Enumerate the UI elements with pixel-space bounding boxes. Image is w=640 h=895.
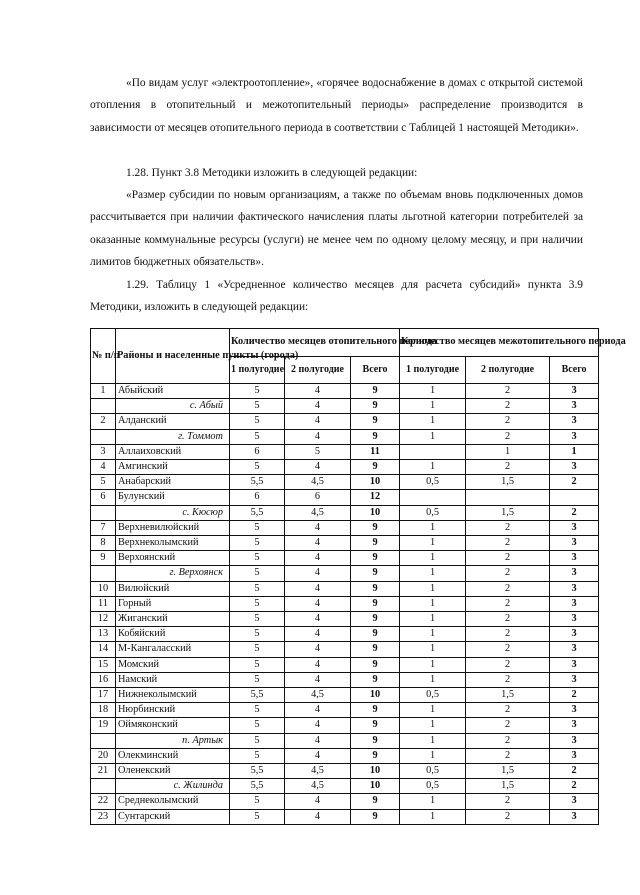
heating-total: 9 <box>351 460 400 475</box>
heating-h2: 4 <box>285 536 351 551</box>
table-row <box>91 566 599 581</box>
table-row <box>91 642 599 657</box>
row-num: 16 <box>91 672 116 687</box>
heating-h1: 5 <box>230 703 285 718</box>
district-name: Амгинский <box>116 460 230 475</box>
heating-h2: 4,5 <box>285 779 351 794</box>
paragraph-subsidy-size: «Размер субсидии по новым организациям, а также по объемам вновь подключенных домов рассчитывается при наличии фактического начисления платы льготной категории потребителей за оказанные коммунальные ресурсы (услуги) не менее чем по одному целому месяцу, и при наличии лимитов бюджетных обязательств». <box>90 189 583 269</box>
table-row <box>91 794 599 809</box>
heating-total: 9 <box>351 536 400 551</box>
heating-total: 10 <box>351 475 400 490</box>
row-num: 4 <box>91 460 116 475</box>
settlement-name: г. Верхоянск <box>116 566 230 581</box>
inter-h1: 0,5 <box>400 688 466 703</box>
heating-h1: 5 <box>230 748 285 763</box>
header-inter-h1: 1 полугодие <box>400 356 466 384</box>
heating-h1: 5 <box>230 551 285 566</box>
heating-h1: 5 <box>230 581 285 596</box>
inter-h1: 1 <box>400 581 466 596</box>
district-name: Абыйский <box>116 384 230 399</box>
row-num: 9 <box>91 551 116 566</box>
heating-h1: 5 <box>230 460 285 475</box>
district-name: Алданский <box>116 414 230 429</box>
district-name: Вилюйский <box>116 581 230 596</box>
heating-h2: 4 <box>285 612 351 627</box>
row-num: 5 <box>91 475 116 490</box>
settlement-name: с. Абый <box>116 399 230 414</box>
district-name: Верхневилюйский <box>116 520 230 535</box>
table-row <box>91 444 599 459</box>
heating-h2: 4 <box>285 551 351 566</box>
inter-h1: 1 <box>400 414 466 429</box>
heating-h1: 5 <box>230 536 285 551</box>
row-num <box>91 779 116 794</box>
heating-total: 9 <box>351 657 400 672</box>
header-num: № п/п <box>91 329 116 384</box>
heating-h1: 5 <box>230 794 285 809</box>
table-body <box>91 384 599 825</box>
table-row <box>91 460 599 475</box>
inter-h1: 1 <box>400 520 466 535</box>
inter-total: 2 <box>550 505 599 520</box>
inter-h2: 1,5 <box>466 764 550 779</box>
inter-h2: 2 <box>466 612 550 627</box>
district-name: Аллаиховский <box>116 444 230 459</box>
inter-h1: 1 <box>400 460 466 475</box>
district-name: Булунский <box>116 490 230 505</box>
inter-h2: 2 <box>466 657 550 672</box>
inter-total: 3 <box>550 566 599 581</box>
heating-h2: 4 <box>285 794 351 809</box>
heating-total: 11 <box>351 444 400 459</box>
heating-h2: 4,5 <box>285 688 351 703</box>
inter-h2: 1,5 <box>466 779 550 794</box>
settlement-name: с. Кюсюр <box>116 505 230 520</box>
table-row <box>91 688 599 703</box>
header-interheating-period: Количество месяцев межотопительного периода <box>400 329 599 357</box>
inter-total: 3 <box>550 596 599 611</box>
district-name: Олекминский <box>116 748 230 763</box>
row-num <box>91 399 116 414</box>
heating-h2: 4 <box>285 733 351 748</box>
inter-h2: 2 <box>466 642 550 657</box>
inter-total: 3 <box>550 460 599 475</box>
district-name: Момский <box>116 657 230 672</box>
heating-h1: 6 <box>230 444 285 459</box>
settlement-name: п. Артык <box>116 733 230 748</box>
heating-total: 9 <box>351 551 400 566</box>
heating-total: 9 <box>351 718 400 733</box>
table-row <box>91 672 599 687</box>
inter-total: 3 <box>550 703 599 718</box>
heating-h2: 5 <box>285 444 351 459</box>
table-row <box>91 581 599 596</box>
heating-h2: 4 <box>285 429 351 444</box>
header-heating-h2: 2 полугодие <box>285 356 351 384</box>
district-name: Оймяконский <box>116 718 230 733</box>
heating-h2: 4 <box>285 627 351 642</box>
table-row <box>91 475 599 490</box>
heating-total: 9 <box>351 429 400 444</box>
heating-h2: 4 <box>285 657 351 672</box>
heating-h2: 4 <box>285 809 351 824</box>
row-num: 12 <box>91 612 116 627</box>
table-row <box>91 779 599 794</box>
header-heating-h1: 1 полугодие <box>230 356 285 384</box>
inter-h1: 1 <box>400 612 466 627</box>
inter-h1: 1 <box>400 627 466 642</box>
row-num: 15 <box>91 657 116 672</box>
heating-total: 9 <box>351 596 400 611</box>
row-num <box>91 505 116 520</box>
heating-h1: 5 <box>230 414 285 429</box>
district-name: Сунтарский <box>116 809 230 824</box>
inter-total: 3 <box>550 672 599 687</box>
table-row <box>91 399 599 414</box>
inter-total: 3 <box>550 748 599 763</box>
heating-h2: 4,5 <box>285 505 351 520</box>
heating-h2: 4 <box>285 566 351 581</box>
inter-total: 2 <box>550 475 599 490</box>
row-num: 23 <box>91 809 116 824</box>
inter-h1: 1 <box>400 399 466 414</box>
district-name: М-Кангаласский <box>116 642 230 657</box>
inter-h2: 2 <box>466 460 550 475</box>
inter-total: 2 <box>550 764 599 779</box>
header-district: Районы и населенные пункты (города) <box>116 329 230 384</box>
inter-h1: 1 <box>400 657 466 672</box>
inter-h2: 2 <box>466 566 550 581</box>
row-num: 22 <box>91 794 116 809</box>
inter-total: 3 <box>550 657 599 672</box>
row-num: 19 <box>91 718 116 733</box>
inter-h1: 1 <box>400 384 466 399</box>
heating-h1: 5 <box>230 566 285 581</box>
inter-h1 <box>400 444 466 459</box>
inter-total: 3 <box>550 414 599 429</box>
heating-h1: 5,5 <box>230 764 285 779</box>
heating-h1: 5 <box>230 642 285 657</box>
inter-h2: 2 <box>466 596 550 611</box>
inter-total: 3 <box>550 384 599 399</box>
row-num: 8 <box>91 536 116 551</box>
inter-h1: 1 <box>400 809 466 824</box>
row-num: 14 <box>91 642 116 657</box>
heating-total: 9 <box>351 733 400 748</box>
heating-total: 9 <box>351 414 400 429</box>
table-row <box>91 490 599 505</box>
inter-h2: 1,5 <box>466 688 550 703</box>
heating-total: 9 <box>351 399 400 414</box>
heating-h1: 5,5 <box>230 688 285 703</box>
heating-h2: 4 <box>285 399 351 414</box>
district-name: Намский <box>116 672 230 687</box>
inter-total: 3 <box>550 536 599 551</box>
inter-h2: 2 <box>466 718 550 733</box>
heating-total: 10 <box>351 505 400 520</box>
inter-total: 3 <box>550 809 599 824</box>
row-num: 21 <box>91 764 116 779</box>
inter-h2: 2 <box>466 551 550 566</box>
heating-h1: 5,5 <box>230 779 285 794</box>
row-num <box>91 733 116 748</box>
district-name: Нижнеколымский <box>116 688 230 703</box>
table-row <box>91 703 599 718</box>
inter-h2 <box>466 490 550 505</box>
inter-h1: 1 <box>400 748 466 763</box>
inter-h2: 2 <box>466 703 550 718</box>
inter-total: 3 <box>550 399 599 414</box>
inter-h2: 2 <box>466 794 550 809</box>
header-heating-period: Количество месяцев отопительного периода <box>230 329 400 357</box>
paragraph-item-1-28: 1.28. Пункт 3.8 Методики изложить в следующей редакции: <box>126 167 418 179</box>
district-name: Горный <box>116 596 230 611</box>
settlement-name: г. Томмот <box>116 429 230 444</box>
inter-total: 3 <box>550 627 599 642</box>
months-table <box>90 328 626 825</box>
district-name: Жиганский <box>116 612 230 627</box>
inter-h1: 0,5 <box>400 475 466 490</box>
heating-h2: 4 <box>285 672 351 687</box>
header-heating-total: Всего <box>351 356 400 384</box>
heating-h1: 5 <box>230 429 285 444</box>
heating-total: 10 <box>351 764 400 779</box>
heating-total: 9 <box>351 809 400 824</box>
table-row <box>91 764 599 779</box>
inter-total: 3 <box>550 429 599 444</box>
heating-h1: 5 <box>230 672 285 687</box>
inter-h2: 2 <box>466 733 550 748</box>
inter-h2: 2 <box>466 384 550 399</box>
table-header-row <box>91 329 599 357</box>
heating-h1: 5 <box>230 520 285 535</box>
table-row <box>91 657 599 672</box>
district-name: Верхнеколымский <box>116 536 230 551</box>
inter-h1: 1 <box>400 672 466 687</box>
header-inter-h2: 2 полугодие <box>466 356 550 384</box>
heating-total: 9 <box>351 581 400 596</box>
heating-total: 9 <box>351 520 400 535</box>
inter-h1: 0,5 <box>400 764 466 779</box>
inter-h2: 2 <box>466 414 550 429</box>
district-name: Нюрбинский <box>116 703 230 718</box>
heating-h1: 5 <box>230 596 285 611</box>
inter-total: 3 <box>550 551 599 566</box>
row-num: 3 <box>91 444 116 459</box>
inter-total: 1 <box>550 444 599 459</box>
heating-h2: 4 <box>285 460 351 475</box>
heating-h2: 4 <box>285 718 351 733</box>
header-inter-total: Всего <box>550 356 599 384</box>
heating-h2: 4,5 <box>285 475 351 490</box>
district-name: Оленекский <box>116 764 230 779</box>
inter-total: 3 <box>550 718 599 733</box>
inter-h1: 0,5 <box>400 779 466 794</box>
inter-h1: 1 <box>400 551 466 566</box>
district-name: Анабарский <box>116 475 230 490</box>
inter-h1: 1 <box>400 536 466 551</box>
heating-total: 9 <box>351 627 400 642</box>
row-num: 7 <box>91 520 116 535</box>
row-num <box>91 566 116 581</box>
inter-h2: 2 <box>466 429 550 444</box>
heating-h2: 4 <box>285 748 351 763</box>
inter-h2: 2 <box>466 536 550 551</box>
table-row <box>91 627 599 642</box>
row-num: 11 <box>91 596 116 611</box>
table-row <box>91 748 599 763</box>
heating-h2: 4 <box>285 414 351 429</box>
heating-total: 9 <box>351 384 400 399</box>
settlement-name: с. Жилинда <box>116 779 230 794</box>
heating-h2: 4 <box>285 642 351 657</box>
inter-h1: 0,5 <box>400 505 466 520</box>
inter-total: 3 <box>550 794 599 809</box>
district-name: Верхоянский <box>116 551 230 566</box>
heating-h1: 5 <box>230 399 285 414</box>
row-num: 20 <box>91 748 116 763</box>
inter-h1: 1 <box>400 566 466 581</box>
heating-h1: 5 <box>230 627 285 642</box>
table-row <box>91 551 599 566</box>
table-row <box>91 520 599 535</box>
heating-h1: 5 <box>230 718 285 733</box>
table-row <box>91 718 599 733</box>
table-row <box>91 414 599 429</box>
inter-h1: 1 <box>400 429 466 444</box>
heating-total: 12 <box>351 490 400 505</box>
row-num: 6 <box>91 490 116 505</box>
inter-h2: 2 <box>466 581 550 596</box>
inter-h1 <box>400 490 466 505</box>
district-name: Кобяйский <box>116 627 230 642</box>
heating-h2: 4 <box>285 596 351 611</box>
heating-h2: 4,5 <box>285 764 351 779</box>
inter-h1: 1 <box>400 703 466 718</box>
inter-h2: 2 <box>466 748 550 763</box>
heating-total: 9 <box>351 748 400 763</box>
inter-h2: 2 <box>466 672 550 687</box>
inter-h2: 1,5 <box>466 475 550 490</box>
inter-h1: 1 <box>400 642 466 657</box>
inter-total: 3 <box>550 642 599 657</box>
row-num: 1 <box>91 384 116 399</box>
inter-h2: 2 <box>466 399 550 414</box>
inter-h1: 1 <box>400 794 466 809</box>
heating-h1: 5 <box>230 384 285 399</box>
table-row <box>91 733 599 748</box>
inter-total: 2 <box>550 779 599 794</box>
heating-h1: 5 <box>230 809 285 824</box>
inter-total: 3 <box>550 581 599 596</box>
heating-total: 10 <box>351 779 400 794</box>
inter-h2: 1,5 <box>466 505 550 520</box>
row-num: 10 <box>91 581 116 596</box>
table-row <box>91 809 599 824</box>
heating-h1: 6 <box>230 490 285 505</box>
inter-h2: 2 <box>466 627 550 642</box>
inter-total <box>550 490 599 505</box>
district-name: Среднеколымский <box>116 794 230 809</box>
inter-h2: 1 <box>466 444 550 459</box>
inter-h1: 1 <box>400 733 466 748</box>
inter-h2: 2 <box>466 809 550 824</box>
heating-h2: 4 <box>285 384 351 399</box>
table-row <box>91 505 599 520</box>
heating-total: 9 <box>351 566 400 581</box>
row-num: 18 <box>91 703 116 718</box>
table-row <box>91 536 599 551</box>
heating-h1: 5,5 <box>230 475 285 490</box>
heating-total: 9 <box>351 672 400 687</box>
heating-h2: 4 <box>285 520 351 535</box>
row-num: 13 <box>91 627 116 642</box>
inter-h1: 1 <box>400 596 466 611</box>
table-row <box>91 384 599 399</box>
table-row <box>91 429 599 444</box>
heating-total: 9 <box>351 703 400 718</box>
table-row <box>91 612 599 627</box>
row-num: 17 <box>91 688 116 703</box>
heating-h1: 5 <box>230 733 285 748</box>
heating-h2: 4 <box>285 581 351 596</box>
row-num: 2 <box>91 414 116 429</box>
inter-total: 3 <box>550 733 599 748</box>
heating-total: 9 <box>351 642 400 657</box>
heating-h2: 6 <box>285 490 351 505</box>
heating-h1: 5,5 <box>230 505 285 520</box>
table-row <box>91 596 599 611</box>
heating-total: 9 <box>351 612 400 627</box>
inter-total: 2 <box>550 688 599 703</box>
row-num <box>91 429 116 444</box>
inter-h2: 2 <box>466 520 550 535</box>
heating-h1: 5 <box>230 657 285 672</box>
heating-h2: 4 <box>285 703 351 718</box>
heating-h1: 5 <box>230 612 285 627</box>
inter-total: 3 <box>550 520 599 535</box>
heating-total: 10 <box>351 688 400 703</box>
inter-h1: 1 <box>400 718 466 733</box>
paragraph-item-1-29: 1.29. Таблицу 1 «Усредненное количество месяцев для расчета субсидий» пункта 3.9 Методики, изложить в следующей редакции: <box>90 279 583 314</box>
heating-total: 9 <box>351 794 400 809</box>
inter-total: 3 <box>550 612 599 627</box>
paragraph-heating-distribution: «По видам услуг «электроотопление», «горячее водоснабжение в домах с открытой системой отопления в отопительный и межотопительный периоды» распределение производится в зависимости от месяцев отопительного периода в соответствии с Таблицей 1 настоящей Методики». <box>90 77 583 134</box>
